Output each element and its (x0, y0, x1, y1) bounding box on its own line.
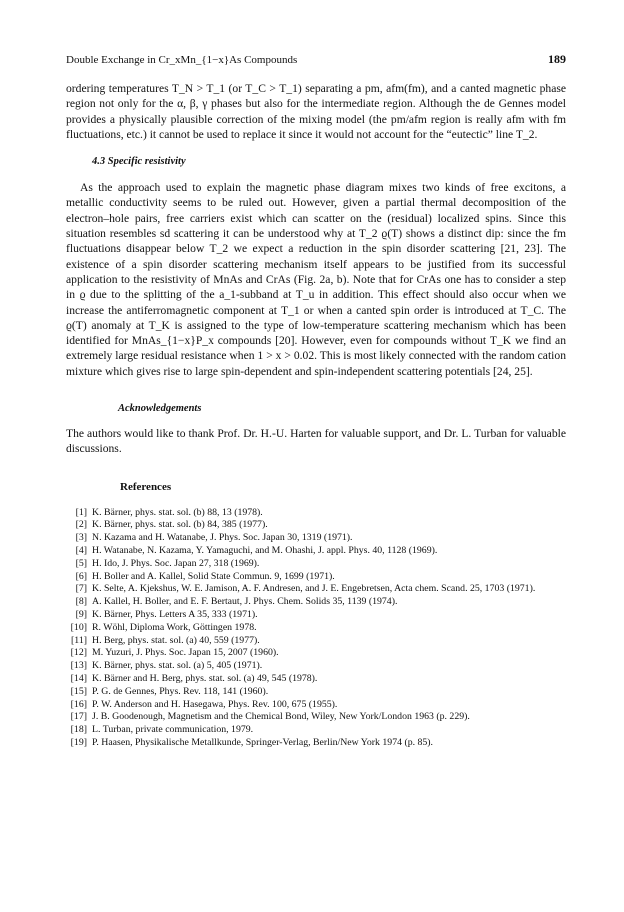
reference-text: H. Ido, J. Phys. Soc. Japan 27, 318 (1969). (92, 557, 260, 569)
reference-item (66, 545, 566, 558)
reference-number: [16] (70, 698, 87, 710)
reference-text: H. Berg, phys. stat. sol. (a) 40, 559 (1977). (92, 634, 260, 646)
references-heading: References (120, 480, 172, 493)
reference-item (66, 519, 566, 532)
reference-text: P. G. de Gennes, Phys. Rev. 118, 141 (1960). (92, 685, 269, 697)
reference-number: [14] (70, 673, 87, 684)
reference-number: [15] (70, 685, 87, 697)
reference-item (66, 737, 566, 750)
reference-item (66, 609, 566, 622)
section-title: Specific resistivity (107, 156, 186, 168)
reference-item (66, 699, 566, 712)
section-heading (92, 156, 566, 167)
reference-item (66, 622, 566, 635)
reference-item (66, 507, 566, 520)
reference-number: [17] (70, 711, 87, 723)
reference-item (66, 647, 566, 660)
reference-number: [3] (75, 532, 87, 544)
reference-text: P. Haasen, Physikalische Metallkunde, Springer-Verlag, Berlin/New York 1974 (p. 85). (92, 736, 434, 748)
reference-number: [18] (70, 724, 87, 736)
page (66, 52, 566, 750)
reference-number: [7] (75, 583, 87, 595)
reference-item (66, 558, 566, 571)
reference-text: A. Kallel, H. Boller, and E. F. Bertaut, J. Phys. Chem. Solids 35, 1139 (1974). (92, 596, 398, 608)
reference-number: [12] (70, 647, 87, 659)
reference-text: P. W. Anderson and H. Hasegawa, Phys. Rev. 100, 675 (1955). (92, 698, 338, 710)
running-title: Double Exchange in Cr_xMn_{1−x}As Compounds (66, 54, 298, 66)
reference-number: [2] (75, 519, 87, 531)
reference-item (66, 583, 566, 596)
reference-text: H. Boller and A. Kallel, Solid State Commun. 9, 1699 (1971). (92, 570, 335, 582)
reference-text: M. Yuzuri, J. Phys. Soc. Japan 15, 2007 (1960). (92, 647, 279, 659)
paragraph-specific-resistivity: As the approach used to explain the magnetic phase diagram mixes two kinds of free excitons, a metallic conductivity seems to be ruled out. However, given a partial thermal decomposition of the electron–hole pairs, free carriers exist which can scatter on the (residual) localized spins. Since this situation resembles sd scattering it can be understood why at T_2 ϱ(T) shows a distinct dip: since the fm fluctuations disappear below T_2 we expect a reduction in the spin disorder scattering [21, 23]. The existence of a spin disorder scattering mechanism itself appears to be justified from its successful application to the resistivity of MnAs and CrAs (Fig. 2a, b). Note that for CrAs one has to consider a step in ϱ due to the splitting of the a_1-subband at T_u in addition. This effect should also occur when we increase the antiferromagnetic component at T_1 or when a canted spin order is introduced at T_C. The ϱ(T) anomaly at T_K is assigned to the type of low-temperature scattering mechanism which has been identified for MnAs_{1−x}P_x compounds [20]. However, even for compounds without T_K we find an extremely large residual resistance when 1 > x > 0.02. This is most likely connected with the random cation mixture which gives rise to large spin-dependent and spin-independent scattering potentials [24, 25]. (66, 181, 566, 378)
reference-number: [19] (70, 736, 87, 748)
reference-text: K. Bärner, Phys. Letters A 35, 333 (1971). (92, 609, 258, 621)
reference-item (66, 711, 566, 724)
reference-number: [5] (75, 557, 87, 569)
page-number: 189 (548, 52, 566, 66)
reference-text: H. Watanabe, N. Kazama, Y. Yamaguchi, and M. Ohashi, J. appl. Phys. 40, 1128 (1969). (92, 545, 438, 557)
reference-text: K. Bärner, phys. stat. sol. (b) 88, 13 (1978). (92, 506, 263, 518)
reference-text: R. Wöhl, Diploma Work, Göttingen 1978. (92, 621, 257, 633)
acknowledgements-heading: Acknowledgements (118, 403, 202, 415)
reference-number: [9] (75, 609, 87, 621)
reference-text: K. Bärner, phys. stat. sol. (a) 5, 405 (1971). (92, 660, 263, 672)
reference-number: [8] (75, 596, 87, 608)
reference-item (66, 635, 566, 648)
reference-number: [6] (75, 570, 87, 582)
reference-number: [4] (75, 545, 87, 557)
reference-item (66, 571, 566, 584)
reference-number: [1] (75, 506, 87, 518)
acknowledgements-text: The authors would like to thank Prof. Dr. H.-U. Harten for valuable support, and Dr. L. Turban for valuable discussions. (66, 427, 566, 456)
reference-text: K. Bärner and H. Berg, phys. stat. sol. (a) 49, 545 (1978). (92, 673, 318, 684)
reference-number: [10] (70, 621, 87, 633)
reference-item (66, 686, 566, 699)
reference-item (66, 724, 566, 737)
reference-number: [11] (71, 634, 87, 646)
reference-text: L. Turban, private communication, 1979. (92, 724, 254, 736)
reference-text: K. Bärner, phys. stat. sol. (b) 84, 385 (1977). (92, 519, 268, 531)
paragraph-ordering-temperatures: ordering temperatures T_N > T_1 (or T_C > T_1) separating a pm, afm(fm), and a canted magnetic phase region not only for the α, β, γ phases but also for the intermediate region. Although the de Gennes model provides a physically plausible correction of the mixing model (the pm/afm region is really afm with fm fluctuations, etc.) it cannot be used to replace it since it would not account for the “eutectic” line T_2. (66, 82, 566, 141)
reference-item (66, 673, 566, 686)
reference-item (66, 596, 566, 609)
reference-text: N. Kazama and H. Watanabe, J. Phys. Soc. Japan 30, 1319 (1971). (92, 532, 353, 544)
section-number: 4.3 (92, 156, 106, 168)
reference-item (66, 532, 566, 545)
reference-item (66, 660, 566, 673)
references-list (66, 507, 566, 750)
reference-text: J. B. Goodenough, Magnetism and the Chemical Bond, Wiley, New York/London 1963 (p. 229). (92, 711, 470, 723)
running-header (66, 52, 566, 67)
reference-number: [13] (70, 660, 87, 672)
reference-text: K. Selte, A. Kjekshus, W. E. Jamison, A. F. Andresen, and J. E. Engebretsen, Acta chem. Scand. 25, 1703 (1971). (92, 583, 536, 595)
